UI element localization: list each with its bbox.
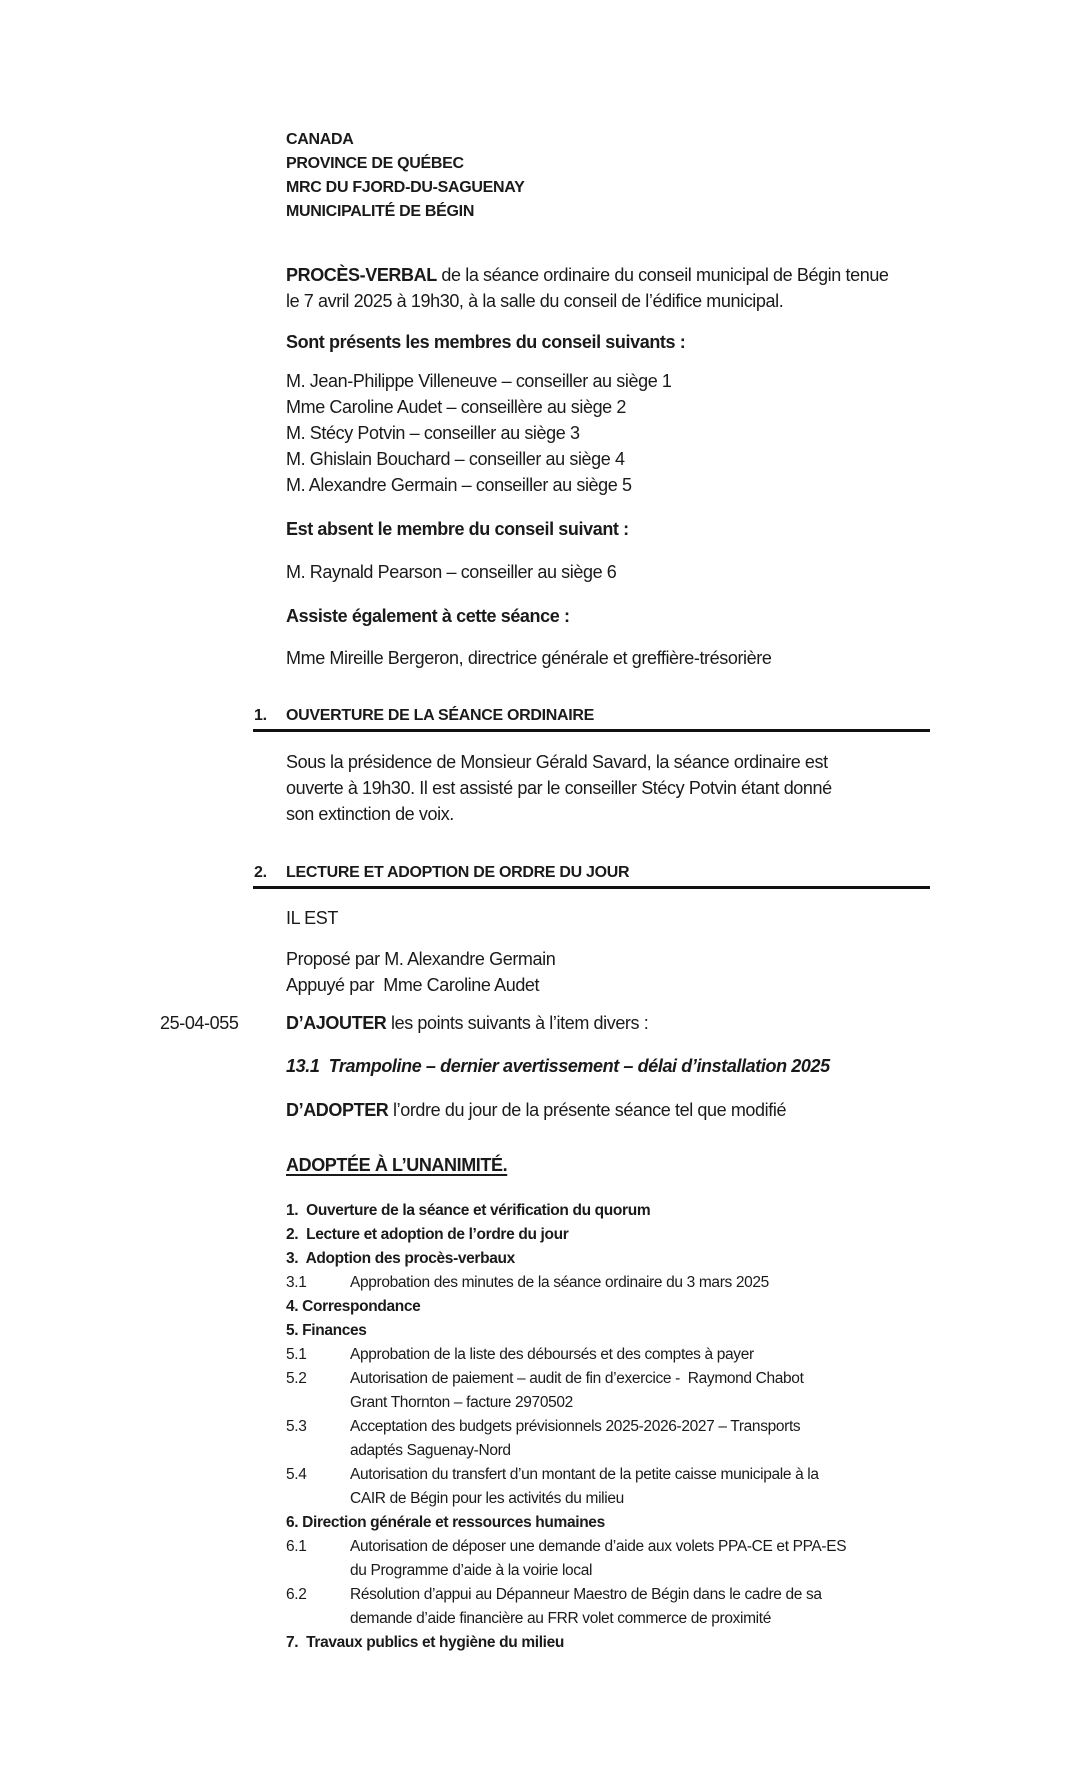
agenda-sub-item — [286, 1415, 801, 1439]
present-heading: Sont présents les membres du conseil suivants : — [286, 332, 686, 352]
present-member: M. Ghislain Bouchard – conseiller au siège 4 — [286, 449, 625, 469]
header-municipality: MUNICIPALITÉ DE BÉGIN — [286, 203, 475, 220]
agenda-main-item: 3. Adoption des procès-verbaux — [286, 1250, 515, 1267]
present-member: M. Stécy Potvin – conseiller au siège 3 — [286, 423, 580, 443]
agenda-sub-number: 6.1 — [286, 1538, 307, 1555]
header-province: PROVINCE DE QUÉBEC — [286, 155, 464, 172]
proces-verbal-label: PROCÈS-VERBAL — [286, 265, 437, 285]
agenda-sub-text: CAIR de Bégin pour les activités du milieu — [350, 1490, 624, 1507]
header-mrc: MRC DU FJORD-DU-SAGUENAY — [286, 179, 525, 196]
agenda-sub-number: 5.2 — [286, 1370, 307, 1387]
agenda-main-item: 5. Finances — [286, 1322, 367, 1339]
agenda-main-item: 7. Travaux publics et hygiène du milieu — [286, 1634, 565, 1651]
adopted-text: ADOPTÉE À L’UNANIMITÉ. — [286, 1155, 508, 1175]
agenda-sub-number: 5.4 — [286, 1466, 307, 1483]
agenda-sub-text: Autorisation de déposer une demande d’aide aux volets PPA-CE et PPA-ES — [350, 1538, 847, 1555]
agenda-sub-item — [286, 1463, 819, 1487]
agenda-sub-number: 5.3 — [286, 1418, 307, 1435]
section-1-text-line: ouverte à 19h30. Il est assisté par le conseiller Stécy Potvin étant donné — [286, 778, 832, 798]
agenda-sub-item — [286, 1583, 822, 1607]
agenda-sub-text: Approbation des minutes de la séance ordinaire du 3 mars 2025 — [350, 1274, 769, 1291]
absent-heading: Est absent le membre du conseil suivant : — [286, 519, 629, 539]
add-label-rest: les points suivants à l’item divers : — [386, 1013, 649, 1033]
added-agenda-item: 13.1 Trampoline – dernier avertissement – délai d’installation 2025 — [286, 1056, 830, 1076]
intro-line-1-rest: de la séance ordinaire du conseil municipal de Bégin tenue — [436, 265, 889, 285]
present-member: M. Alexandre Germain – conseiller au siège 5 — [286, 475, 632, 495]
resolution-number: 25-04-055 — [160, 1013, 239, 1033]
adopt-label: D’ADOPTER — [286, 1100, 389, 1120]
agenda-main-item: 4. Correspondance — [286, 1298, 421, 1315]
seconded-by: Appuyé par Mme Caroline Audet — [286, 975, 540, 995]
adopt-label-rest: l’ordre du jour de la présente séance tel que modifié — [388, 1100, 787, 1120]
adopted-unanimously — [286, 1152, 507, 1178]
header-country: CANADA — [286, 131, 354, 148]
agenda-sub-text: adaptés Saguenay-Nord — [350, 1442, 511, 1459]
agenda-main-item: 6. Direction générale et ressources humaines — [286, 1514, 605, 1531]
section-2-number: 2. — [254, 864, 267, 881]
agenda-sub-item — [286, 1367, 804, 1391]
adopt-line — [286, 1097, 786, 1123]
agenda-sub-number: 3.1 — [286, 1274, 307, 1291]
agenda-sub-text: Grant Thornton – facture 2970502 — [350, 1394, 573, 1411]
intro-line-2: le 7 avril 2025 à 19h30, à la salle du conseil de l’édifice municipal. — [286, 291, 784, 311]
agenda-sub-text: Approbation de la liste des déboursés et des comptes à payer — [350, 1346, 754, 1363]
also-present-text: Mme Mireille Bergeron, directrice générale et greffière-trésorière — [286, 648, 772, 668]
present-member: Mme Caroline Audet – conseillère au siège 2 — [286, 397, 627, 417]
agenda-sub-item — [286, 1535, 847, 1559]
agenda-main-item: 1. Ouverture de la séance et vérification du quorum — [286, 1202, 651, 1219]
agenda-sub-number: 5.1 — [286, 1346, 307, 1363]
also-present-heading: Assiste également à cette séance : — [286, 606, 570, 626]
section-2-title: LECTURE ET ADOPTION DE ORDRE DU JOUR — [286, 864, 630, 881]
il-est: IL EST — [286, 908, 338, 928]
agenda-sub-text: du Programme d’aide à la voirie local — [350, 1562, 593, 1579]
intro-line-1 — [286, 262, 889, 288]
agenda-sub-number: 6.2 — [286, 1586, 307, 1603]
agenda-sub-item — [286, 1343, 754, 1367]
agenda-sub-text: Acceptation des budgets prévisionnels 2025-2026-2027 – Transports — [350, 1418, 801, 1435]
agenda-sub-item — [286, 1271, 769, 1295]
add-label: D’AJOUTER — [286, 1013, 387, 1033]
section-1-title: OUVERTURE DE LA SÉANCE ORDINAIRE — [286, 707, 595, 724]
absent-member: M. Raynald Pearson – conseiller au siège 6 — [286, 562, 617, 582]
section-1-number: 1. — [254, 707, 267, 724]
agenda-sub-text: Résolution d’appui au Dépanneur Maestro de Bégin dans le cadre de sa — [350, 1586, 822, 1603]
section-1-text-line: son extinction de voix. — [286, 804, 454, 824]
agenda-main-item: 2. Lecture et adoption de l’ordre du jour — [286, 1226, 569, 1243]
section-1-text-line: Sous la présidence de Monsieur Gérald Savard, la séance ordinaire est — [286, 752, 828, 772]
add-items-line — [286, 1010, 648, 1036]
proposed-by: Proposé par M. Alexandre Germain — [286, 949, 556, 969]
agenda-sub-text: demande d’aide financière au FRR volet commerce de proximité — [350, 1610, 771, 1627]
agenda-sub-text: Autorisation de paiement – audit de fin d’exercice - Raymond Chabot — [350, 1370, 804, 1387]
present-member: M. Jean-Philippe Villeneuve – conseiller au siège 1 — [286, 371, 672, 391]
section-2-rule — [253, 886, 930, 889]
section-1-rule — [253, 729, 930, 732]
agenda-sub-text: Autorisation du transfert d’un montant de la petite caisse municipale à la — [350, 1466, 819, 1483]
